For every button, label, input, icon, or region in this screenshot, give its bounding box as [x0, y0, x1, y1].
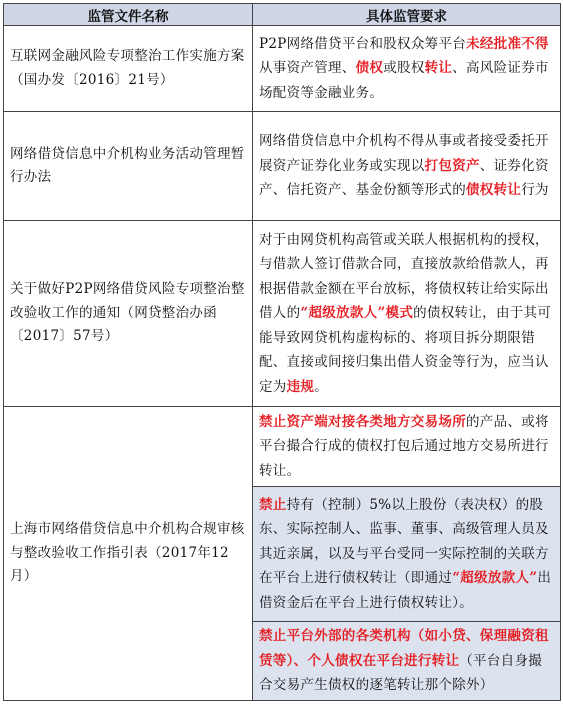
highlighted-text: 打包资产	[424, 157, 480, 174]
text-run: 持有（控制）5%以上股份（表决权）的股东、实际控制人、监事、董事、高级管理人员及其近亲属，以及与平台受同一实际控制的关联方在平台上进行债权转让（即通过	[259, 496, 549, 587]
highlighted-text: 债权	[355, 60, 384, 77]
document-name-cell: 互联网金融风险专项整治工作实施方案（国办发〔2016〕21号）	[4, 26, 253, 112]
text-run: 、证券化资产、信托资产、基金份额等形式的	[259, 157, 549, 199]
text-run: 行为	[521, 182, 549, 199]
highlighted-text: “超级放款人”模式	[300, 305, 414, 322]
table-row	[4, 26, 561, 112]
text-run: 对于由网贷机构高管或关联人根据机构的授权，与借款人签订借款合同，直接放款给借款人，再根据借款金额在平台放标，将债权转让给实际出借人的	[259, 231, 549, 322]
table-row	[4, 407, 561, 487]
text-run: P2P网络借贷平台和股权众筹平台	[259, 35, 467, 52]
highlighted-text: 禁止平台外部的各类机构（如小贷、保理融资租赁等）、个人债权在平台进行转让	[259, 628, 549, 669]
text-run: 、高风险证券市场配资等金融业务。	[259, 60, 549, 101]
header-requirement: 具体监管要求	[253, 4, 561, 26]
table-header-row	[4, 4, 561, 26]
highlighted-text: 未经批准不得	[466, 35, 549, 52]
requirement-cell	[253, 487, 561, 622]
document-name-cell: 网络借贷信息中介机构业务活动管理暂行办法	[4, 112, 253, 221]
highlighted-text: 转让	[424, 60, 453, 77]
regulation-table	[3, 3, 561, 701]
header-document-name: 监管文件名称	[4, 4, 253, 26]
document-name-cell: 上海市网络借贷信息中介机构合规审核与整改验收工作指引表（2017年12月）	[4, 407, 253, 701]
text-run: 从事资产管理、	[259, 60, 356, 77]
document-name-cell: 关于做好P2P网络借贷风险专项整治整改验收工作的通知（网贷整治办函〔2017〕57号）	[4, 221, 253, 407]
text-run: 或股权	[383, 60, 425, 77]
table-row	[4, 112, 561, 221]
text-run: （平台自身撮合交易产生债权的逐笔转让那个除外）	[259, 652, 543, 694]
highlighted-text: 违规	[286, 378, 315, 395]
requirement-cell	[253, 221, 561, 407]
text-run: 网络借贷信息中介机构不得从事或者接受委托开展资产证券化业务或实现以	[259, 133, 549, 174]
highlighted-text: “超级放款人”	[452, 570, 538, 587]
text-run: 的产品、或将平台撮合行成的债权打包后通过地方交易所进行转让。	[259, 413, 549, 479]
text-run: 的债权转让，由于其可能导致网贷机构虚构标的、将项目拆分期限错配、直接或间接归集出借人资金等行为，应当认定为	[259, 305, 552, 395]
requirement-cell	[253, 622, 561, 701]
highlighted-text: 禁止	[259, 496, 287, 513]
requirement-cell	[253, 112, 561, 221]
text-run: 出借资金后在平台上进行债权转让）。	[259, 570, 552, 611]
requirement-cell	[253, 407, 561, 487]
text-run: 。	[314, 378, 329, 395]
requirement-cell	[253, 26, 561, 112]
table-row	[4, 221, 561, 407]
highlighted-text: 债权转让	[466, 182, 522, 199]
highlighted-text: 禁止资产端对接各类地方交易场所	[259, 413, 466, 430]
